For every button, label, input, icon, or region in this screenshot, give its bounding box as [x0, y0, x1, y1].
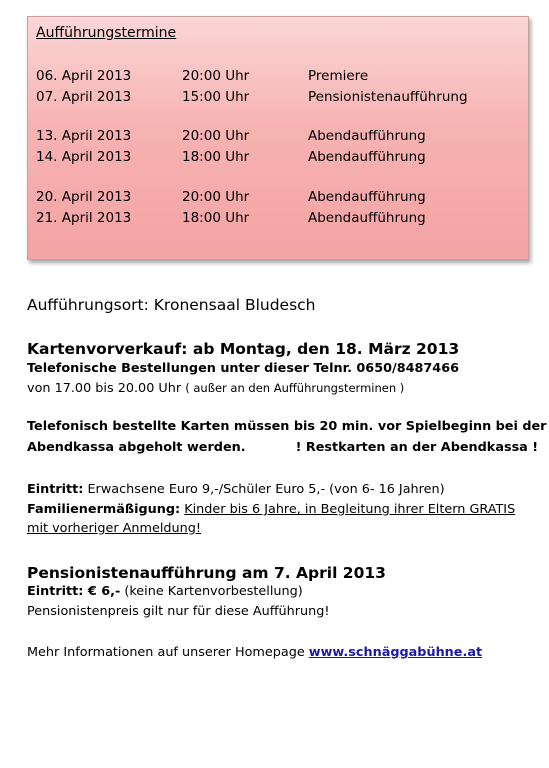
family-value: Kinder bis 6 Jahre, in Begleitung ihrer Eltern GRATIS — [184, 502, 516, 517]
schedule-title: Aufführungstermine — [36, 25, 177, 41]
restkarten-note: ! Restkarten an der Abendkassa ! — [295, 440, 539, 455]
hours-main: von 17.00 bis 20.00 Uhr — [27, 381, 182, 396]
schedule-date: 20. April 2013 — [36, 189, 132, 205]
pickup-text: Abendkassa abgeholt werden. — [27, 440, 246, 455]
schedule-date: 14. April 2013 — [36, 149, 132, 165]
pickup-line-1: Telefonisch bestellte Karten müssen bis 20 min. vor Spielbeginn bei der — [27, 419, 547, 434]
pensioner-entry-label: Eintritt: € 6,- — [27, 584, 121, 599]
footer-line — [27, 645, 482, 660]
schedule-type: Abendaufführung — [308, 189, 426, 205]
schedule-date: 07. April 2013 — [36, 89, 132, 105]
schedule-time: 20:00 Uhr — [182, 128, 250, 144]
schedule-box — [27, 16, 529, 260]
schedule-type: Premiere — [308, 68, 369, 84]
schedule-time: 18:00 Uhr — [182, 149, 250, 165]
pensioner-heading: Pensionistenaufführung am 7. April 2013 — [27, 564, 386, 582]
schedule-type: Abendaufführung — [308, 128, 426, 144]
schedule-date: 21. April 2013 — [36, 210, 132, 226]
schedule-time: 15:00 Uhr — [182, 89, 250, 105]
hours-note: ( außer an den Aufführungsterminen ) — [185, 381, 405, 395]
family-label: Familienermäßigung: — [27, 502, 181, 517]
schedule-time: 18:00 Uhr — [182, 210, 250, 226]
family-value-cont: mit vorheriger Anmeldung! — [27, 521, 202, 536]
schedule-date: 06. April 2013 — [36, 68, 132, 84]
venue-line: Aufführungsort: Kronensaal Bludesch — [27, 296, 316, 314]
schedule-type: Pensionistenaufführung — [308, 89, 468, 105]
pickup-line-2 — [27, 440, 538, 455]
entry-label: Eintritt: — [27, 482, 84, 497]
family-discount-line — [27, 502, 515, 517]
schedule-time: 20:00 Uhr — [182, 68, 250, 84]
homepage-link[interactable]: www.schnäggabühne.at — [308, 645, 483, 660]
phone-line: Telefonische Bestellungen unter dieser Telnr. 0650/8487466 — [27, 361, 460, 376]
pensioner-entry-note: (keine Kartenvorbestellung) — [120, 584, 303, 599]
schedule-type: Abendaufführung — [308, 149, 426, 165]
schedule-date: 13. April 2013 — [36, 128, 132, 144]
schedule-type: Abendaufführung — [308, 210, 426, 226]
presale-heading: Kartenvorverkauf: ab Montag, den 18. März 2013 — [27, 340, 460, 358]
hours-line — [27, 381, 404, 396]
entry-price-line — [27, 482, 445, 497]
pensioner-note: Pensionistenpreis gilt nur für diese Aufführung! — [27, 604, 330, 619]
entry-value: Erwachsene Euro 9,-/Schüler Euro 5,- (von 6- 16 Jahren) — [83, 482, 445, 497]
pensioner-entry-line — [27, 584, 303, 599]
footer-text: Mehr Informationen auf unserer Homepage — [27, 645, 305, 660]
schedule-time: 20:00 Uhr — [182, 189, 250, 205]
